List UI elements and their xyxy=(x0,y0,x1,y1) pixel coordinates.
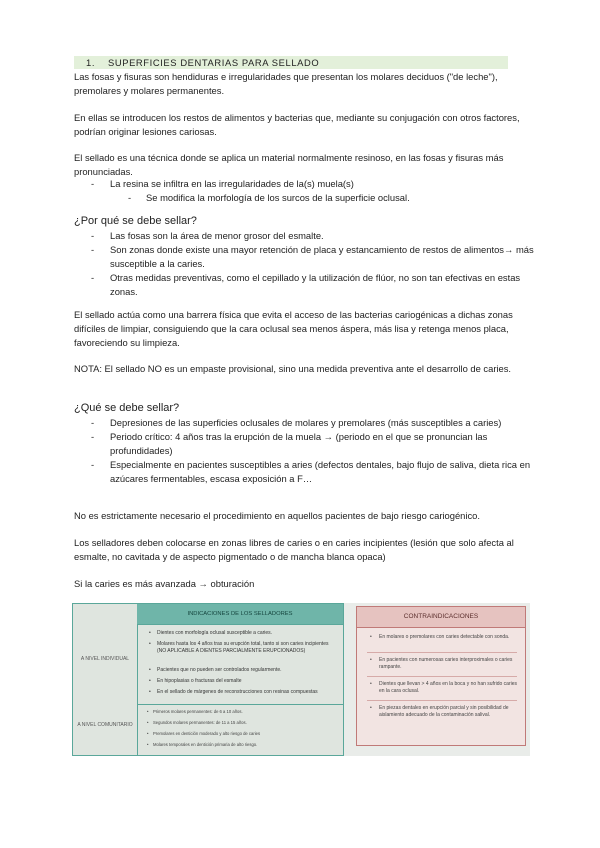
row-label-individual: A NIVEL INDIVIDUAL xyxy=(80,656,130,662)
what-list xyxy=(74,416,534,486)
note-paragraph: NOTA: El sellado NO es un empaste provisional, sino una medida preventiva ante el desarrollo de caries. xyxy=(74,363,512,374)
list-item: • Pacientes que no pueden ser controlados regularmente. xyxy=(157,667,337,674)
list-item: • Molares temporales en dentición primaria de alto riesgo. xyxy=(153,742,333,747)
intro-paragraph-2: En ellas se introducen los restos de alimentos y bacterias que, mediante su conjugación con otros factores, podrían originar lesiones cariosas. xyxy=(74,112,520,137)
list-item: • Dientes con morfología oclusal susceptible a caries. xyxy=(157,630,337,637)
list-item: • Dientes que llevan > 4 años en la boca y no han sufrido caries en la cara oclusal. xyxy=(379,681,517,694)
list-item: - La resina se infiltra en las irregularidades de la(s) muela(s) xyxy=(91,178,354,189)
list-item: - Las fosas son la área de menor grosor del esmalte. xyxy=(91,230,324,241)
intro-paragraph-1: Las fosas y fisuras son hendiduras e irregularidades que presentan los molares deciduos ("de leche"), premolares y molares permanentes. xyxy=(74,71,498,96)
list-item: • En hipoplasias o fracturas del esmalte xyxy=(157,678,337,685)
list-item: • En pacientes con numerosas caries interproximales o caries rampante. xyxy=(379,657,517,670)
heading-title: SUPERFICIES DENTARIAS PARA SELLADO xyxy=(108,57,320,68)
list-item: - Otras medidas preventivas, como el cepillado y la utilización de flúor, no son tan efectivas en estas zonas. xyxy=(91,272,521,297)
list-item: • Primeros molares permanentes: de 6 a 10 años. xyxy=(153,709,333,714)
contraindications-table xyxy=(356,606,526,746)
indications-header: INDICACIONES DE LOS SELLADORES xyxy=(137,604,343,624)
indications-table-image xyxy=(72,603,530,756)
closing-paragraph-1: No es estrictamente necesario el procedimiento en aquellos pacientes de bajo riesgo cariogénico. xyxy=(74,510,480,521)
indications-table xyxy=(72,603,344,756)
intro-bullet-list xyxy=(74,177,534,205)
heading-number: 1. xyxy=(86,57,96,68)
list-item: • En molares o premolares con caries detectable con sonda. xyxy=(379,634,517,641)
why-heading: ¿Por qué se debe sellar? xyxy=(74,215,197,227)
list-item: • En piezas dentales en erupción parcial y sin posibilidad de aislamiento adecuado de la contaminación salival. xyxy=(379,705,517,718)
what-heading: ¿Qué se debe sellar? xyxy=(74,402,180,414)
list-item: - Son zonas donde existe una mayor retención de placa y estancamiento de restos de alimentos→ más susceptible a la caries. xyxy=(91,244,534,269)
section-heading xyxy=(74,56,508,69)
intro-paragraph-3: El sellado es una técnica donde se aplica un material normalmente resinoso, en las fosas y fisuras más pronunciadas. xyxy=(74,152,504,177)
list-item: • Segundos molares permanentes: de 11 a 15 años. xyxy=(153,720,333,725)
list-item: - Periodo crítico: 4 años tras la erupción de la muela → (periodo en el que se pronuncian las profundidades) xyxy=(91,431,488,456)
why-list xyxy=(74,229,534,299)
list-item: - Especialmente en pacientes susceptibles a aries (defectos dentales, bajo flujo de saliva, dieta rica en azúcares fermentables, escasa exposición a F… xyxy=(91,459,531,484)
list-item: - Depresiones de las superficies oclusales de molares y premolares (más susceptibles a caries) xyxy=(91,417,502,428)
list-item: • Molares hasta los 4 años tras su erupción total, tanto si son caries incipientes (NO APLICABLE A DIENTES PARCIALMENTE ERUPCIONADOS) xyxy=(157,641,337,654)
list-item: • Premolares en dentición moderado y alto riesgo de caries xyxy=(153,731,333,736)
body-paragraph: El sellado actúa como una barrera física que evita el acceso de las bacterias cariogénicas a dichas zonas difíciles de limpiar, consiguiendo que la cara oclusal sea menos áspera, más lisa y retenga menos placa, favoreciendo su limpieza. xyxy=(74,309,513,348)
closing-paragraph-2: Los selladores deben colocarse en zonas libres de caries o en caries incipientes (lesión que solo afecta al esmalte, no cavitada y de aspecto pigmentado o de mancha blanca opaca) xyxy=(74,537,514,562)
closing-paragraph-3: Si la caries es más avanzada → obturación xyxy=(74,578,255,589)
list-subitem: - Se modifica la morfología de los surcos de la superficie oclusal. xyxy=(128,192,410,203)
list-item: • En el sellado de márgenes de reconstrucciones con resinas compuestas xyxy=(157,689,337,696)
row-label-comunitario: A NIVEL COMUNITARIO xyxy=(77,722,133,728)
contraindications-header: CONTRAINDICACIONES xyxy=(357,607,525,628)
